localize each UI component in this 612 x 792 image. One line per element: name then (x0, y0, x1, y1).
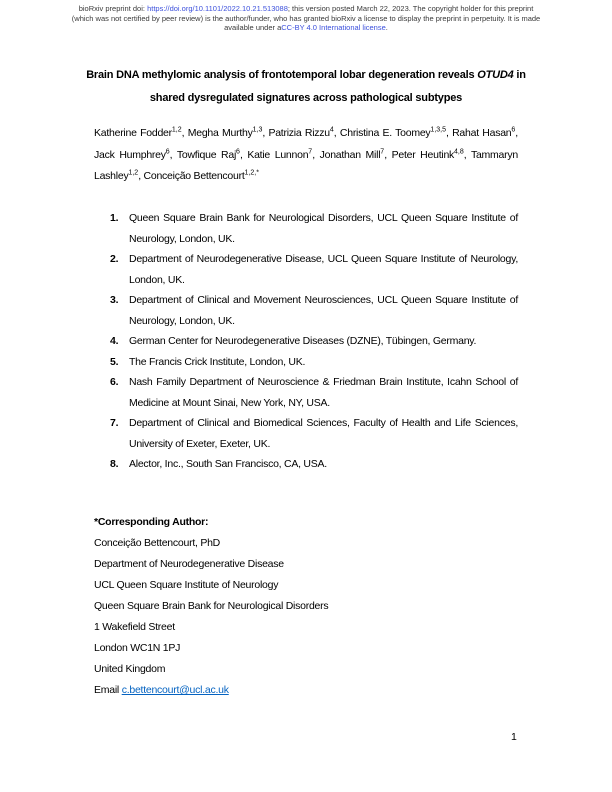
contact-line: Queen Square Brain Bank for Neurological Disorders (94, 600, 329, 612)
affiliation-item (110, 372, 518, 413)
affiliation-text: Alector, Inc., South San Francisco, CA, USA. (129, 458, 327, 470)
author-name: Rahat Hasan (452, 127, 512, 139)
disclaimer-text: available under a (224, 23, 282, 33)
author-name: Katherine Fodder (94, 127, 172, 139)
contact-line: Conceição Bettencourt, PhD (94, 537, 220, 549)
author-affiliation-superscript: 7 (380, 148, 385, 155)
author-affiliation-superscript: 1,3,5 (430, 126, 446, 134)
affiliation-text: Department of Clinical and Biomedical Sciences, Faculty of Health and Life Sciences, University of Exeter, Exeter, UK. (129, 417, 518, 450)
affiliation-text: The Francis Crick Institute, London, UK. (129, 355, 306, 368)
author-name: Christina E. Toomey (339, 127, 431, 139)
author-name: Jonathan Mill (319, 148, 381, 161)
corresponding-author-heading: *Corresponding Author: (94, 516, 209, 528)
email-line (94, 680, 518, 701)
disclaimer-text: (which was not certified by peer review) is the author/funder, who has granted bioRxiv a license to display the preprint in perpetuity. It is made (71, 13, 541, 23)
affiliation-item (110, 208, 518, 249)
disclaimer-text: bioRxiv preprint doi: (78, 4, 148, 13)
author-affiliation-superscript: 1,2 (128, 169, 139, 177)
affiliation-item (110, 331, 518, 352)
gene-name-italic: OTUD4 (477, 69, 514, 81)
doi-link[interactable]: https://doi.org/10.1101/2022.10.21.513088 (147, 4, 288, 13)
affiliation-item (110, 413, 518, 454)
affiliation-item (110, 290, 518, 331)
corresponding-author-details (94, 533, 518, 680)
author-name: Patrizia Rizzu (268, 127, 330, 139)
affiliation-text: German Center for Neurodegenerative Diseases (DZNE), Tübingen, Germany. (129, 335, 477, 347)
author-list: Katherine Fodder$^{1,2}$, Megha Murthy$^{1,3}$, Patrizia Rizzu$^4$, Christina E. Toomey$^{1,3,5}$, Rahat Hasan$^6$, Jack Humphrey$^6$, Towfique Raj$^6$, Katie Lunnon$^7$, Jonathan Mill$^7$, Peter Heutink$^{4,8}$, Tammaryn Lashley$^{1,2}$, Conceição Bettencourt$^{1,2,*}$ (94, 126, 518, 182)
author-affiliation-superscript: 6 (511, 126, 516, 134)
affiliation-list (110, 208, 518, 475)
page-number: 1 (511, 731, 517, 743)
author-name: Peter Heutink (391, 148, 455, 161)
affiliation-item (110, 454, 518, 475)
title-text: shared dysregulated signatures across pathological subtypes (149, 92, 463, 104)
author-name: Jack Humphrey (94, 148, 166, 161)
contact-line: United Kingdom (94, 663, 166, 675)
corresponding-author-block (94, 512, 518, 701)
paper-title (76, 64, 536, 110)
license-link[interactable]: CC-BY 4.0 International license (281, 23, 386, 33)
affiliation-number: 4. (110, 335, 119, 347)
affiliation-text: Queen Square Brain Bank for Neurological Disorders, UCL Queen Square Institute of Neurology, London, UK. (129, 212, 518, 245)
title-text: in (513, 69, 526, 81)
title-text: Brain DNA methylomic analysis of frontotemporal lobar degeneration reveals (86, 69, 478, 81)
affiliation-text: Nash Family Department of Neuroscience & Friedman Brain Institute, Icahn School of Medicine at Mount Sinai, New York, NY, USA. (129, 376, 518, 409)
disclaimer-line-1 (10, 4, 602, 14)
affiliation-item (110, 352, 518, 373)
affiliation-number: 6. (110, 376, 119, 388)
author-affiliation-superscript: 1,2,* (244, 169, 259, 177)
email-label: Email (94, 684, 122, 696)
author-name: Tammaryn Lashley (94, 148, 518, 182)
affiliation-number: 1. (110, 212, 119, 224)
biorxiv-disclaimer (10, 4, 602, 33)
affiliation-text: Department of Clinical and Movement Neurosciences, UCL Queen Square Institute of Neurology, London, UK. (129, 294, 518, 327)
affiliation-number: 5. (110, 355, 119, 368)
author-name: Katie Lunnon (247, 148, 309, 161)
affiliation-number: 2. (110, 253, 119, 265)
disclaimer-line-3 (10, 23, 602, 33)
disclaimer-text: . (385, 23, 388, 33)
author-affiliation-superscript: 1,3 (252, 126, 263, 134)
author-affiliation-superscript: 1,2 (171, 126, 182, 134)
email-link[interactable]: c.bettencourt@ucl.ac.uk (121, 684, 229, 696)
author-affiliation-superscript: 4 (329, 126, 334, 134)
affiliation-number: 7. (110, 417, 119, 429)
author-affiliation-superscript: 4,8 (454, 148, 464, 155)
author-name: Megha Murthy (187, 127, 253, 139)
affiliation-number: 3. (110, 294, 119, 306)
contact-line: 1 Wakefield Street (94, 621, 175, 633)
affiliation-text: Department of Neurodegenerative Disease, UCL Queen Square Institute of Neurology, London, UK. (129, 253, 518, 286)
author-name: Towfique Raj (176, 148, 237, 161)
disclaimer-line-2 (10, 14, 602, 24)
affiliation-number: 8. (110, 458, 119, 470)
contact-line: Department of Neurodegenerative Disease (94, 558, 284, 570)
author-affiliation-superscript: 7 (308, 148, 313, 155)
author-name: Conceição Bettencourt (143, 170, 245, 182)
author-affiliation-superscript: 6 (165, 148, 170, 155)
contact-line: London WC1N 1PJ (94, 642, 181, 654)
contact-line: UCL Queen Square Institute of Neurology (94, 579, 279, 591)
disclaimer-text: ; this version posted March 22, 2023. The copyright holder for this preprint (287, 4, 534, 13)
affiliation-item (110, 249, 518, 290)
author-affiliation-superscript: 6 (236, 148, 240, 155)
